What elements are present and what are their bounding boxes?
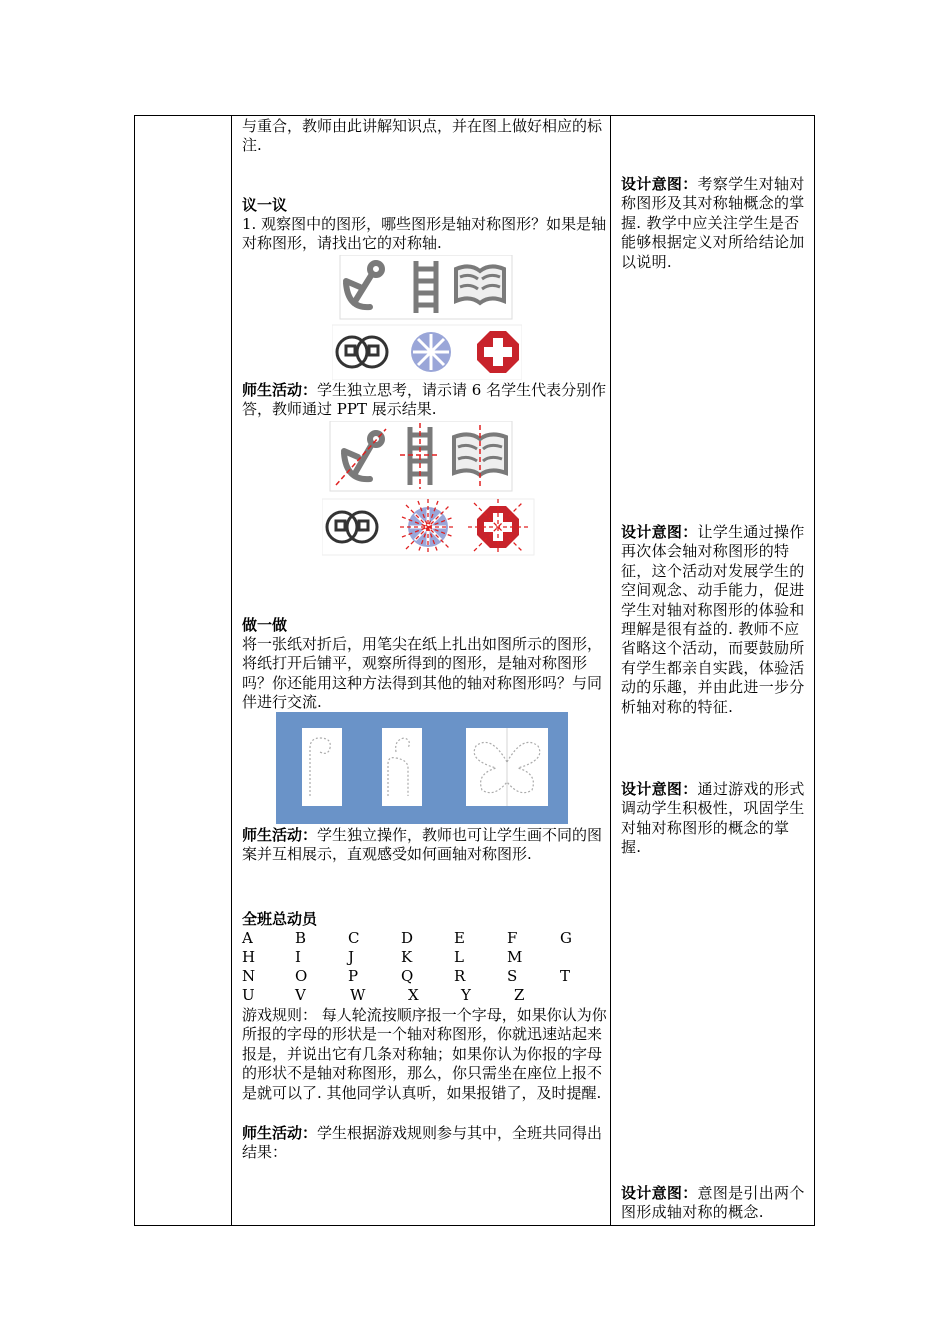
do-it-text: 将一张纸对折后，用笔尖在纸上扎出如图所示的图形，将纸打开后铺平，观察所得到的图形，是轴对称图形吗？你还能用这种方法得到其他的轴对称图形吗？与同伴进行交流.	[242, 635, 603, 712]
letter: P	[348, 967, 359, 985]
design-intent-2: 设计意图：让学生通过操作再次体会轴对称图形的特征，这个活动对发展学生的空间观念、动手能力，促进学生对轴对称图形的体验和理解是很有益的. 教师不应省略这个活动，而要鼓励所有学生都亲自实践，体验活动的乐趣，并由此进一步分析轴对称的特征.	[621, 523, 805, 716]
shapes-figure-2	[322, 421, 537, 556]
letter: W	[350, 986, 366, 1004]
discuss-activity: 师生活动：学生独立思考，请示请 6 名学生代表分别作答，教师通过 PPT 展示结果.	[242, 381, 607, 419]
design-intent-4: 设计意图：意图是引出两个图形成轴对称的概念.	[621, 1184, 805, 1222]
letter: O	[295, 967, 308, 985]
letter: Y	[461, 986, 471, 1004]
letter: I	[295, 948, 301, 966]
letter: L	[454, 948, 464, 966]
letter: J	[348, 948, 355, 966]
letter: Q	[401, 967, 414, 985]
do-it-activity: 师生活动：学生独立操作，教师也可让学生画不同的图案并互相展示，直观感受如何画轴对称图形.	[242, 826, 603, 864]
snowflake-icon	[411, 332, 451, 372]
shapes-figure-1	[332, 255, 522, 380]
game-heading: 全班总动员	[242, 910, 318, 928]
lesson-table	[134, 115, 815, 1226]
do-it-heading: 做一做	[242, 616, 288, 634]
letter: E	[454, 929, 465, 947]
letter: X	[408, 986, 419, 1004]
letter: K	[401, 948, 413, 966]
design-intent-1: 设计意图：考察学生对轴对称图形及其对称轴概念的掌握. 教学中应关注学生是否能够根据定义对所给结论加以说明.	[621, 175, 805, 271]
design-intent-3: 设计意图：通过游戏的形式调动学生积极性，巩固学生对轴对称图形的概念的掌握.	[621, 780, 805, 857]
game-activity: 师生活动：学生根据游戏规则参与其中，全班共同得出结果：	[242, 1124, 603, 1162]
letter: C	[348, 929, 360, 947]
folded-paper-figure	[276, 712, 568, 824]
book-icon	[456, 266, 504, 303]
game-rules: 游戏规则： 每人轮流按顺序报一个字母，如果你认为你所报的字母的形状是一个轴对称图形，你就迅速站起来报是，并说出它有几条对称轴；如果你认为你报的字母的形状不是轴对称图形，那么，你只需坐在座位上报不是就可以了. 其他同学认真听，如果报错了，及时提醒.	[242, 1006, 607, 1102]
discuss-question: 1. 观察图中的图形，哪些图形是轴对称图形？如果是轴对称图形，请找出它的对称轴.	[242, 215, 607, 253]
letter: A	[242, 929, 253, 947]
column-divider-1	[231, 116, 232, 1225]
letter: S	[507, 967, 518, 985]
letter: V	[295, 986, 306, 1004]
letter: G	[560, 929, 572, 947]
discuss-heading: 议一议	[242, 196, 288, 214]
letter: Z	[514, 986, 525, 1004]
intro-text: 与重合，教师由此讲解知识点，并在图上做好相应的标注.	[242, 117, 603, 155]
column-divider-2	[610, 116, 611, 1225]
letter: T	[560, 967, 571, 985]
letter: M	[507, 948, 523, 966]
letter: N	[242, 967, 256, 985]
letter: D	[401, 929, 414, 947]
letter: F	[507, 929, 518, 947]
letter: U	[242, 986, 255, 1004]
letter: R	[454, 967, 466, 985]
letter: B	[295, 929, 307, 947]
letter: H	[242, 948, 256, 966]
